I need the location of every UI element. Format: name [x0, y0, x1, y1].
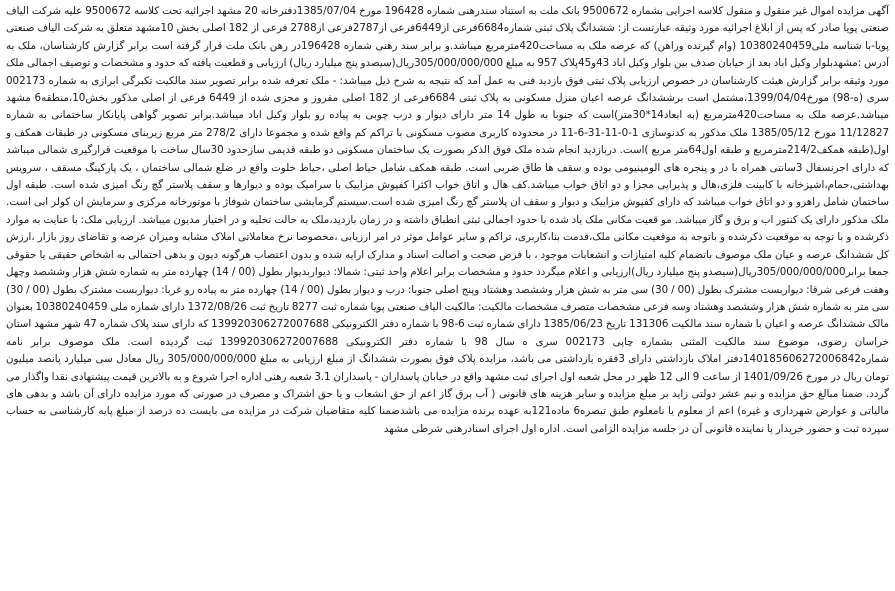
- auction-notice-text: آگهی مزایده اموال غیر منقول و منقول کلاسه اجرایی بشماره 9500672 بانک ملت به استناد سندرهنی شماره 196428 مورخ 1385/07/04دفترخانه 20 مشهد اجرائیه تحت کلاسه 9500672 علیه شرکت الیاف صنعتی پویا صادر که پس از ابلاغ اجرائیه مورد وثیقه عبارتست از: ششدانگ پلاک ثبتی شماره6684فرعی از6449فرعی از2787فرعی از2788 فرعی از 182 اصلی بخش 10مشهد متعلق به شرکت الیاف صنعتی پویا-با شناسه ملی10380240459 (وام گیرنده وراهن) که عرصه ملک به مساحت420مترمربع میباشد.و برابر سند رهنی شماره 196428در رهن بانک ملت قرار گرفته است برابر گزارش کارشناسان، ملک به آدرس :مشهدبلوار وکیل اباد بعد از خیابان صدف بین بلوار وکیل اباد 43و45پلاک 957 به مبلغ 305/000/000/000ریال(سیصدو پنج میلیارد ریال) ارزیابی و قطعیت یافته که حدود و مشخصات و توصیف اجمالی ملک مورد وثیقه برابر گزارش هیئت کارشناسان در خصوص ارزیابی پلاک ثبتی فوق بازدید فنی به عمل آمد که نتیجه به شرح ذیل میباشد: - ملک تعرفه شده برابر تصویر سند مالکیت تکبرگی ابرازی به شماره 002173 سری (ه-98) مورخ1399/04/04،مشتمل است برششدانگ عرصه اعیان منزل مسکونی به پلاک ثبتی 6684فرعی از 182 اصلی مفروز و مجزی شده از 6449 فرعی از اصلی مذکور بخش10،منطقه6 مشهد میباشد.عرصه ملک به مساحت420مترمربع (به ابعاد14*30متر)است که جنوبا به طول 14 متر دارای دیوار و درب چوبی به پیاده رو بلوار وکیل اباد میباشد.برابر تصویر گواهی پایانکار ساختمانی به شماره 11/12827 مورخ 1385/05/12 ملک مذکور به کدنوسازی 1-0-11-31-6-11 در محدوده کاربری مصوب مسکونی با تراکم کم واقع شده و مجموعا دارای 278/2 متر مربع زیربنای مسکونی در طبقات همکف و اول(طبقه همکف214/2مترمربع و طبقه اول64متر مربع )است. دربازدید انجام شده ملک فوق الذکر بصورت یک ساختمان مسکونی دو طبقه قدیمی سازحدود 30سال ساخت با موقعیت قرارگیری شمالی میباشد که دارای اجرنسفال 3سانتی همراه با در و پنجره های الومینیومی بوده و سقف ها طاق ضربی است. طبقه همکف شامل حیاط اصلی ،حیاط خلوت واقع در ضلع شمالی ساختمان ، یک پارکینگ مسقف ، سرویس بهداشتی،حمام،اشپزخانه با کابینت فلزی،هال و پذیرایی مجزا و دو اتاق خواب میباشد.کف هال و اتاق خواب اکثرا کفپوش مزاییک با سرامیک بوده و دیوارها و سقف پلاستر گچ رنگ امیزی شده است. طبقه اول ساختمان شامل راهرو و دو اتاق خواب میباشد که دارای کفپوش مزاییک و دیوار و سقف ان پلاستر گچ رنگ امیزی شده است.سیستم گرمایشی ساختمان شوفاژ با موتورخانه مرکزی و سرمایش ان کولر ابی است. ملک مذکور دارای یک کنتور اب و برق و گاز میباشد. مو قعیت مکانی ملک یاد شده با حدود اجمالی ثبتی انطباق داشته و در زمان بازدید،ملک به حالت تخلیه و در اختیار مدیون میباشد. ارزیابی ملک: با عنایت به موارد ذکرشده و با توجه به موقعیت ذکرشده و باتوجه به موقعیت مکانی ملک،قدمت بنا،کاربری، تراکم و سایر عوامل موثر در امر ارزیابی ،مخصوصا نرخ معاملاتی املاک مشابه ومیزان عرضه و تقاضای روز بازار ،ارزش کل ششدانگ عرصه و عیان ملک موصوف باتضمام کلیه امتیازات و انشعابات موجود ، با فرض صحت و اصالت اسناد و مدارک ارایه شده و بدون اعتصاب هرگونه دیون و بدهی احتمالی به اشخاص حقیقی یا حقوقی جمعا برابر305/000/000/000ریال(سیصدو پنج میلیارد ریال)ارزیابی و اعلام میگردد حدود و مشخصات برابر اعلام واحد ثبتی: شمالا: دیواربدیوار بطول (00 / 14) چهارده متر به شماره شش هزار وششصد وچهل وهفت فرعی شرقا: دیواربست مشترک بطول (00 / 30) سی متر به شش هزار وششصد وهشتاد وپنج اصلی جنوبا: درب و دیوار بطول (00 / 14) چهارده متر به پیاده رو غربا: دیواربست مشترک بطول (00 / 30) سی متر به شماره شش هزار وششصد وهشتاد وسه فرعی مشخصات متصرف مشخصات مالکیت: مالکیت الیاف صنعتی پویا شماره ثبت 8277 تاریخ ثبت 1372/08/26 دارای شماره ملی 10380240459 بعنوان مالک ششدانگ عرصه و اعیان با شماره سند مالکیت 131306 تاریخ 1385/06/23 دارای شماره ثبت 6-98 با شماره دفتر الکترونیکی 139920306272007688 که دارای سند پلاک شماره 47 شهر مشهد استان خراسان رضوی، موضوع سند مالکیت المثنی بشماره چاپی 002173 سری ه سال 98 با شماره دفتر الکترونیکی 139920306272007688 ثبت گردیده است. ملک موصوف برابر نامه شماره140185606272006842دفتر املاک بازداشتی دارای 3فقره بازداشتی می باشد، مزایده پلاک فوق بصورت ششدانگ از مبلغ ارزیابی به مبلغ 305/000/000/000 ریال معادل سی میلیارد پانصد میلیون تومان ریال در مورخ 1401/09/26 از ساعت 9 الی 12 ظهر در محل شعبه اول اجرای ثبت مشهد واقع در خیابان پاسداران - پاسداران 3.1 شعبه رهنی اداره اجرا شروع و به بالاترین قیمت پیشنهادی نقدا واگذار می گردد. ضمنا مبالغ حق مزایده و نیم عشر دولتی زاید بر مبلغ مزایده و سایر هزینه های قانونی ( آب برق گاز اعم از حق انشعاب و یا حق اشتراک و مصرف در صورتی که مورد مزایده دارای آن باشد و بدهی های مالیاتی و عوارض شهرداری و غیره) اعم از معلوم یا نامعلوم طبق تبصره6 ماده121به عهده برنده مزایده می باشدضمنا کلیه متقاضیان شرکت در مزایده می بایست ده درصد از مبلغ پایه کارشناسی به حساب سپرده ثبت و حضور خریدار یا نماینده قانونی آن در جلسه مزایده الزامی است. اداره اول اجرای اسنادرهنی شرطی مشهد: [6, 5, 890, 435]
